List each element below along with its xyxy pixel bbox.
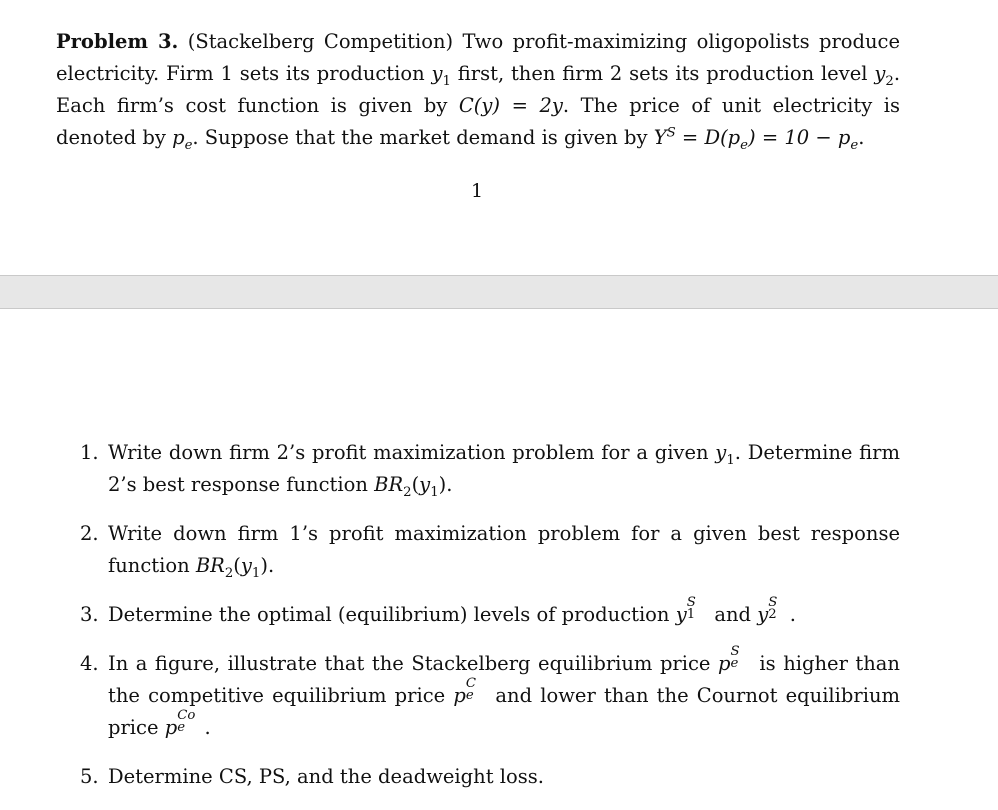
task-number: 5. — [80, 765, 99, 788]
math-var: y — [419, 473, 431, 496]
math-sub: 2 — [768, 606, 777, 622]
page-bottom — [0, 309, 998, 788]
task-text: In a figure, illustrate that the Stackelberg equilibrium price — [108, 652, 718, 675]
sup-sub — [465, 675, 487, 707]
math-var: p — [164, 716, 178, 739]
math-sup: S — [686, 594, 696, 610]
page-separator — [0, 275, 998, 309]
math-var: y — [757, 603, 769, 626]
math-sup: Co — [177, 707, 196, 723]
math-paren: ( — [233, 554, 241, 577]
page-number: 1 — [470, 180, 484, 202]
math-var: y — [715, 441, 727, 464]
page-top — [0, 0, 998, 275]
problem-heading: Problem 3. — [56, 30, 179, 53]
math-paren: ( — [411, 473, 420, 496]
cost-function: C(y) = 2y — [458, 94, 563, 117]
problem-text: . — [858, 126, 865, 149]
math-var: BR — [195, 554, 225, 577]
math-sub: e — [730, 655, 739, 671]
task-number: 2. — [80, 522, 99, 545]
math-sup: C — [465, 675, 476, 691]
task-item-5 — [80, 761, 900, 793]
math-sub: 1 — [430, 484, 439, 500]
task-text: Write down firm 1’s profit maximization problem for a given best response function — [108, 522, 900, 577]
task-number: 1. — [80, 441, 99, 464]
task-text: . — [446, 473, 453, 496]
math-sub: 2 — [885, 73, 894, 89]
math-var: p — [717, 652, 731, 675]
math-var: y — [431, 62, 443, 85]
task-number: 4. — [80, 652, 99, 675]
math-sup: S — [666, 125, 676, 141]
math-sub: 1 — [251, 565, 261, 581]
problem-text: (Stackelberg Competition) Two profit-maximizing oligopolists produce electricity. Firm 1 sets its production — [56, 30, 901, 85]
math-var: BR — [374, 473, 404, 496]
task-text: . — [204, 716, 211, 739]
task-text: and — [708, 603, 758, 626]
task-text: . — [267, 554, 275, 577]
math-paren: ) — [260, 554, 268, 577]
sup-sub — [177, 707, 204, 739]
math-sub: 2 — [403, 484, 412, 500]
task-list — [80, 437, 900, 810]
task-text: . — [789, 603, 796, 626]
math-var: p — [453, 684, 466, 707]
sup-sub — [730, 643, 751, 675]
problem-text: . Each firm’s cost function is given by — [56, 62, 901, 117]
math-sub: e — [740, 137, 749, 153]
sup-sub — [768, 594, 789, 626]
math-sub: e — [465, 687, 474, 703]
math-var: y — [874, 62, 886, 85]
task-item-3 — [80, 594, 900, 631]
math-var: y — [675, 603, 687, 626]
math-var: p — [172, 126, 185, 149]
math-sub: e — [184, 137, 193, 153]
math-sub: 2 — [224, 565, 234, 581]
math-sub: e — [177, 719, 186, 735]
task-text: Determine the optimal (equilibrium) levels of production — [108, 603, 676, 626]
problem-text: . The price of unit electricity is denoted by — [56, 94, 901, 149]
sup-sub — [686, 594, 708, 626]
math-sub: 1 — [442, 73, 451, 89]
math-sub: e — [850, 137, 859, 153]
problem-text: first, then firm 2 sets its production level — [450, 62, 875, 85]
problem-statement — [56, 26, 900, 154]
task-item-2 — [80, 518, 900, 582]
math-var: Y — [653, 126, 667, 149]
math-var: y — [240, 554, 252, 577]
task-number: 3. — [80, 603, 99, 626]
task-text: Determine CS, PS, and the deadweight loss. — [108, 765, 544, 788]
math-sup: S — [768, 594, 778, 610]
task-text: Write down firm 2’s profit maximization problem for a given — [108, 441, 716, 464]
task-text: is higher than the competitive equilibrium price — [108, 652, 900, 707]
math-paren: ) — [438, 473, 447, 496]
task-item-1 — [80, 437, 900, 501]
demand-function: = D(p — [675, 126, 741, 149]
task-text: . Determine firm 2’s best response function — [108, 441, 900, 496]
math-sup: S — [730, 643, 740, 659]
problem-text: . Suppose that the market demand is given by — [192, 126, 654, 149]
demand-function: ) = 10 − p — [748, 126, 851, 149]
task-text: and lower than the Cournot equilibrium price — [108, 684, 900, 739]
math-sub: 1 — [726, 452, 735, 468]
math-sub: 1 — [686, 606, 696, 622]
task-item-4 — [80, 643, 900, 744]
